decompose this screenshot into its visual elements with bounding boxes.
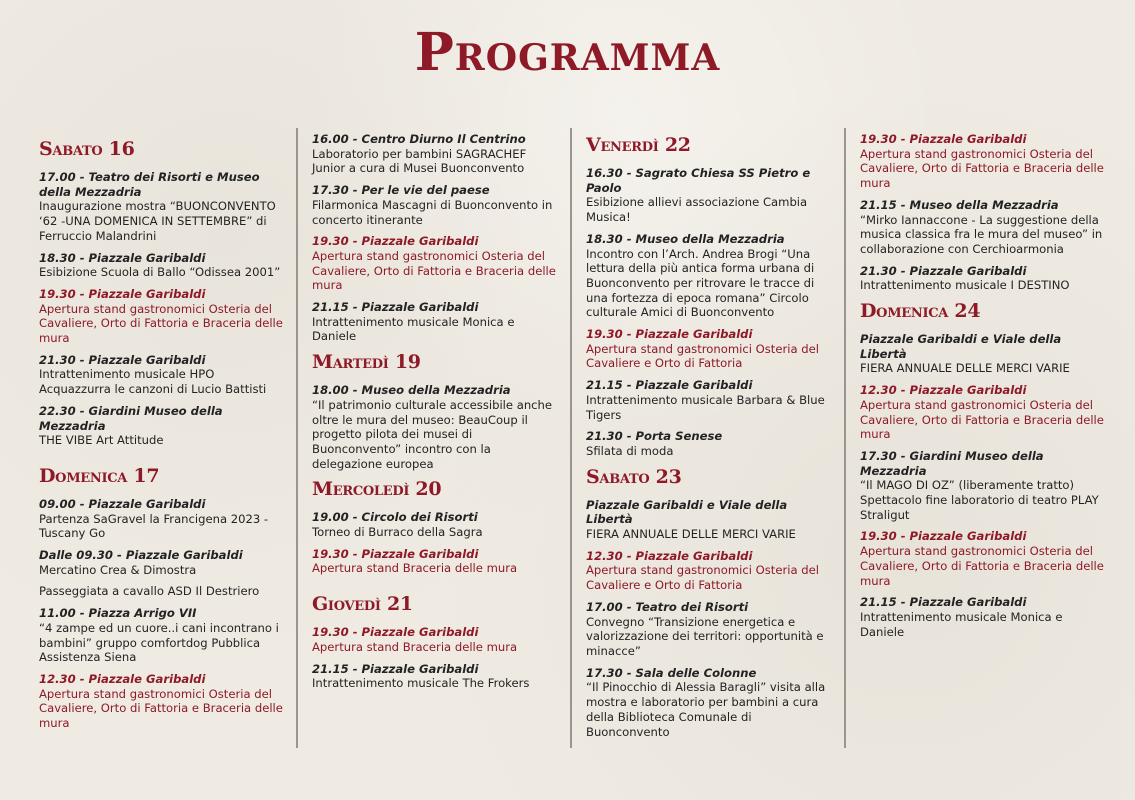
- program-event: [860, 198, 1106, 257]
- event-description: Inaugurazione mostra “BUONCONVENTO ‘62 -UNA DOMENICA IN SETTEMBRE” di Ferruccio Malandrini: [39, 199, 276, 243]
- event-time-location: 17.00 - Teatro dei Risorti e Museo della Mezzadria: [39, 170, 260, 199]
- event-time-location: 21.30 - Piazzale Garibaldi: [39, 352, 206, 367]
- event-description: FIERA ANNUALE DELLE MERCI VARIE: [860, 361, 1070, 376]
- event-time-location: 19.30 - Piazzale Garibaldi: [39, 286, 206, 301]
- event-description: “Il Pinocchio di Alessia Baragli” visita alla mostra e laboratorio per bambini a cura della Biblioteca Comunale di Buonconvento: [586, 680, 826, 739]
- event-description: Apertura stand gastronomici Osteria del Cavaliere, Orto di Fattoria e Braceria delle mura: [39, 301, 283, 346]
- program-event: [39, 404, 285, 448]
- event-time-location: 09.00 - Piazzale Garibaldi: [39, 496, 206, 511]
- event-description: Esibizione allievi associazione Cambia Musica!: [586, 195, 808, 225]
- event-time-location: 21.15 - Museo della Mezzadria: [860, 197, 1059, 212]
- event-time-location: 21.30 - Porta Senese: [586, 429, 723, 444]
- program-event: [586, 666, 832, 740]
- event-description: Intrattenimento musicale I DESTINO: [860, 278, 1070, 293]
- program-event: [39, 584, 285, 599]
- day-heading: Sabato 16: [39, 138, 135, 160]
- program-event: [586, 429, 832, 458]
- event-description: Intrattenimento musicale Monica e Daniele: [312, 314, 515, 344]
- event-time-location: 12.30 - Piazzale Garibaldi: [586, 548, 753, 563]
- event-description: Filarmonica Mascagni di Buonconvento in concerto itinerante: [312, 197, 553, 227]
- program-event: [586, 378, 832, 422]
- day-heading: Domenica 17: [39, 464, 160, 487]
- day-heading: Martedì 19: [312, 351, 421, 374]
- program-event: [312, 510, 558, 539]
- event-description: Torneo di Burraco della Sagra: [312, 525, 483, 540]
- program-event: [860, 529, 1106, 588]
- event-time-location: 22.30 - Giardini Museo della Mezzadria: [39, 403, 223, 433]
- event-time-location: 18.00 - Museo della Mezzadria: [312, 383, 511, 398]
- event-time-location: 16.30 - Sagrato Chiesa SS Pietro e Paolo: [586, 166, 811, 195]
- event-description: Apertura stand gastronomici Osteria del Cavaliere, Orto di Fattoria e Braceria delle mura: [860, 544, 1104, 588]
- program-event: [39, 672, 285, 731]
- program-event: [39, 548, 285, 577]
- event-time-location: 21.15 - Piazzale Garibaldi: [312, 661, 479, 676]
- program-event: [312, 625, 558, 654]
- event-description: Apertura stand gastronomici Osteria del Cavaliere e Orto di Fattoria: [586, 341, 819, 371]
- event-time-location: Piazzale Garibaldi e Viale della Libertà: [586, 497, 788, 527]
- program-event: [39, 287, 285, 346]
- program-event: [312, 132, 558, 176]
- event-description: Apertura stand gastronomici Osteria del Cavaliere, Orto di Fattoria e Braceria delle mura: [312, 248, 556, 293]
- program-event: [39, 497, 285, 541]
- day-heading: Mercoledì 20: [312, 478, 442, 501]
- program-event: [586, 498, 832, 542]
- program-event: [39, 170, 285, 244]
- event-time-location: 19.00 - Circolo dei Risorti: [312, 510, 478, 525]
- event-time-location: 19.30 - Piazzale Garibaldi: [860, 529, 1027, 544]
- event-time-location: 12.30 - Piazzale Garibaldi: [39, 671, 206, 686]
- event-time-location: 21.30 - Piazzale Garibaldi: [860, 263, 1027, 278]
- column-divider: [570, 128, 572, 748]
- event-description: Esibizione Scuola di Ballo “Odissea 2001”: [39, 265, 281, 280]
- event-description: Passeggiata a cavallo ASD Il Destriero: [39, 584, 260, 599]
- event-time-location: 16.00 - Centro Diurno Il Centrino: [312, 132, 526, 146]
- event-time-location: 17.30 - Sala delle Colonne: [586, 665, 757, 680]
- event-time-location: 17.00 - Teatro dei Risorti: [586, 599, 749, 614]
- event-description: Convegno “Transizione energetica e valorizzazione dei territori: opportunità e minacce”: [586, 614, 824, 658]
- event-time-location: Dalle 09.30 - Piazzale Garibaldi: [39, 548, 243, 563]
- program-event: [860, 264, 1106, 293]
- program-event: [39, 353, 285, 397]
- event-description: Intrattenimento musicale Barbara & Blue Tigers: [586, 392, 825, 422]
- program-event: [860, 595, 1106, 639]
- event-description: Apertura stand Braceria delle mura: [312, 561, 518, 576]
- event-time-location: 21.15 - Piazzale Garibaldi: [860, 595, 1027, 610]
- program-event: [586, 549, 832, 593]
- program-event: [586, 327, 832, 371]
- event-description: Apertura stand gastronomici Osteria del Cavaliere, Orto di Fattoria e Braceria delle mura: [860, 397, 1104, 442]
- event-description: Mercatino Crea & Dimostra: [39, 562, 197, 577]
- program-event: [860, 449, 1106, 523]
- program-event: [312, 662, 558, 691]
- event-description: FIERA ANNUALE DELLE MERCI VARIE: [586, 527, 796, 542]
- program-event: [312, 300, 558, 344]
- event-description: Apertura stand gastronomici Osteria del Cavaliere, Orto di Fattoria e Braceria delle mura: [860, 146, 1104, 191]
- event-time-location: 19.30 - Piazzale Garibaldi: [860, 132, 1027, 146]
- column-divider: [296, 128, 298, 748]
- event-time-location: Piazzale Garibaldi e Viale della Libertà: [860, 332, 1062, 361]
- event-time-location: 19.30 - Piazzale Garibaldi: [312, 625, 479, 640]
- event-time-location: 19.30 - Piazzale Garibaldi: [312, 234, 479, 249]
- event-time-location: 18.30 - Piazzale Garibaldi: [39, 250, 206, 265]
- program-event: [586, 166, 832, 225]
- event-description: THE VIBE Art Attitude: [39, 433, 164, 448]
- event-description: “Mirko Iannaccone - La suggestione della musica classica fra le mura del museo” in collaborazione con Cerchioarmonia: [860, 212, 1103, 256]
- day-heading: Venerdì 22: [586, 134, 691, 156]
- event-description: “Il MAGO DI OZ” (liberamente tratto) Spettacolo fine laboratorio di teatro PLAY Straligut: [860, 478, 1099, 522]
- event-description: Incontro con l’Arch. Andrea Brogi “Una lettura della più antica forma urbana di Buonconvento per ritrovare le tracce di una fortezza di epoca romana” Circolo culturale Amici di Buonconvento: [586, 246, 815, 320]
- program-column-2: [312, 132, 558, 698]
- program-event: [312, 547, 558, 576]
- program-column-1: [39, 136, 285, 738]
- program-event: [860, 383, 1106, 442]
- event-description: Apertura stand gastronomici Osteria del Cavaliere e Orto di Fattoria: [586, 563, 819, 593]
- event-time-location: 19.30 - Piazzale Garibaldi: [586, 327, 753, 342]
- event-description: Intrattenimento musicale Monica e Daniele: [860, 609, 1063, 639]
- day-heading: Giovedì 21: [312, 593, 413, 616]
- program-event: [39, 251, 285, 280]
- event-time-location: 21.15 - Piazzale Garibaldi: [586, 378, 753, 393]
- day-heading: Sabato 23: [586, 465, 682, 488]
- event-description: Intrattenimento musicale The Frokers: [312, 676, 530, 691]
- spacer: [312, 583, 558, 591]
- event-description: Apertura stand Braceria delle mura: [312, 639, 518, 654]
- program-column-4: [860, 132, 1106, 646]
- event-description: “4 zampe ed un cuore..i cani incontrano i bambini” gruppo comfortdog Pubblica Assistenza Siena: [39, 620, 279, 665]
- event-time-location: 18.30 - Museo della Mezzadria: [586, 231, 785, 246]
- spacer: [39, 455, 285, 463]
- program-column-3: [586, 132, 832, 746]
- event-time-location: 11.00 - Piazza Arrigo VII: [39, 606, 197, 621]
- event-time-location: 17.30 - Per le vie del paese: [312, 183, 490, 198]
- event-time-location: 12.30 - Piazzale Garibaldi: [860, 383, 1027, 398]
- event-description: Sfilata di moda: [586, 443, 674, 458]
- program-event: [860, 332, 1106, 376]
- program-event: [312, 234, 558, 293]
- event-description: Intrattenimento musicale HPO Acquazzurra le canzoni di Lucio Battisti: [39, 367, 267, 397]
- program-event: [39, 606, 285, 665]
- program-event: [312, 383, 558, 471]
- day-heading: Domenica 24: [860, 300, 981, 323]
- program-event: [860, 132, 1106, 191]
- program-event: [312, 183, 558, 227]
- program-event: [586, 600, 832, 659]
- event-description: Laboratorio per bambini SAGRACHEF Junior a cura di Musei Buonconvento: [312, 146, 527, 176]
- event-description: Partenza SaGravel la Francigena 2023 - Tuscany Go: [39, 511, 269, 541]
- event-time-location: 21.15 - Piazzale Garibaldi: [312, 300, 479, 315]
- event-time-location: 17.30 - Giardini Museo della Mezzadria: [860, 448, 1044, 478]
- event-description: Apertura stand gastronomici Osteria del Cavaliere, Orto di Fattoria e Braceria delle mura: [39, 686, 283, 731]
- event-description: “Il patrimonio culturale accessibile anche oltre le mura del museo: BeauCoup il progetto pilota dei musei di Buonconvento” incontro con la delegazione europea: [312, 397, 553, 471]
- page-title: Programma: [414, 22, 721, 83]
- program-event: [586, 232, 832, 320]
- event-time-location: 19.30 - Piazzale Garibaldi: [312, 546, 479, 561]
- column-divider: [844, 128, 846, 748]
